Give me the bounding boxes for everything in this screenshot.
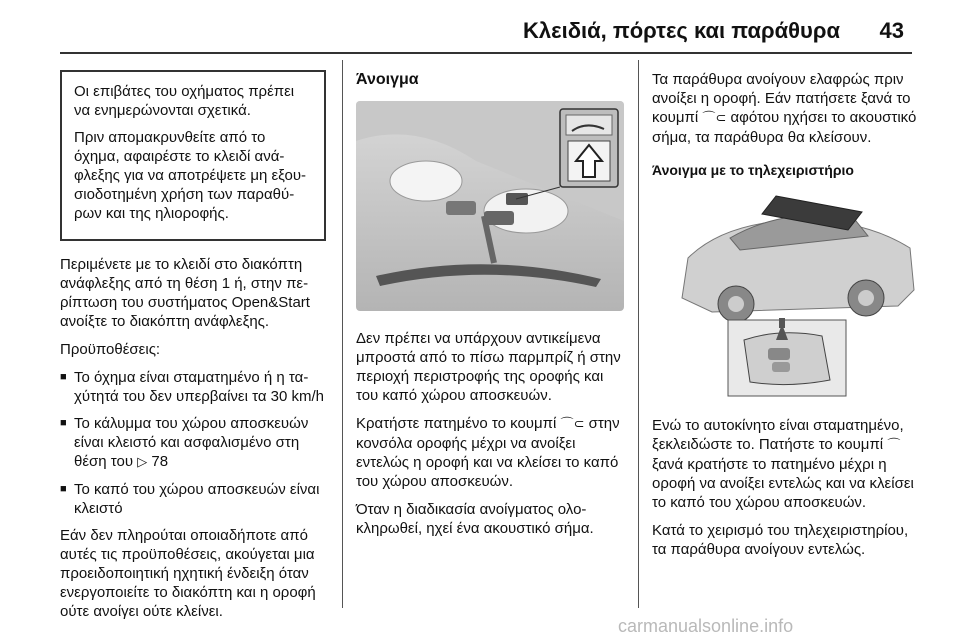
page-number: 43 <box>879 18 904 43</box>
page-header <box>60 14 912 54</box>
column-divider-1 <box>342 60 343 608</box>
warning-note-box <box>60 70 326 241</box>
middle-paragraph-1: Δεν πρέπει να υπάρχουν αντικείμενα μπροστά από το πίσω παρμπρίζ ή στην περιοχή περιστροφής της οροφής και του καπό χώρου αποσκευών. <box>356 330 621 404</box>
remote-open-button-icon: ⌒ <box>887 438 901 453</box>
bullet-item: ■ Το κάλυμμα του χώρου αποσκευών είναι κλειστό και ασφαλισμένο στη θέση του ▷ 78 <box>60 414 326 472</box>
bullet-item: ■ Το όχημα είναι σταματημένο ή η ταχύτητά του δεν υπερβαίνει τα 30 km/h <box>60 368 326 406</box>
header-rule <box>60 52 912 54</box>
page-title: Κλειδιά, πόρτες και παράθυρα <box>523 18 840 43</box>
right-paragraph-3: Κατά το χειρισμό του τηλεχειριστηρίου, τα παράθυρα ανοίγουν εντελώς. <box>652 522 909 558</box>
page-reference[interactable]: 78 <box>151 453 169 470</box>
roof-open-button-icon: ⌒⊂ <box>702 111 727 126</box>
right-paragraph-2: Ενώ το αυτοκίνητο είναι σταματημένο, ξεκλειδώστε το. Πατήστε το κουμπί ⌒ ξανά κρατήστε το πατημένο μέχρι η οροφή να ανοίξει εντελώς και να κλείσει το καπό του χώρου αποσκευών. <box>652 417 914 511</box>
middle-column <box>356 70 626 547</box>
note-paragraph-1: Οι επιβάτες του οχήματος πρέπει να ενημερώνονται σχετικά. <box>74 83 295 119</box>
column-divider-2 <box>638 60 639 608</box>
middle-paragraph-2: Κρατήστε πατημένο το κουμπί ⌒⊂ στην κονσόλα οροφής μέχρι να ανοίξει εντελώς η οροφή και να κλείσει το καπό του χώρου αποσκευών. <box>356 415 620 490</box>
section-heading-remote: Άνοιγμα με το τηλεχειριστήριο <box>652 162 854 178</box>
left-paragraph-2: Προϋποθέσεις: <box>60 341 161 358</box>
bullet-item: ■ Το καπό του χώρου αποσκευών είναι κλειστό <box>60 480 326 518</box>
page-reference-icon: ▷ <box>137 455 148 470</box>
middle-paragraph-3: Όταν η διαδικασία ανοίγματος ολοκληρωθεί, ηχεί ένα ακουστικό σήμα. <box>356 501 594 537</box>
car-remote-illustration <box>652 190 920 400</box>
car-and-key-drawing <box>652 190 920 400</box>
note-paragraph-2: Πριν απομακρυνθείτε από το όχημα, αφαιρέστε το κλειδί ανάφλεξης για να αποτρέψετε μη εξουσιοδοτημένη χρήση των παραθύρων και της ηλιοροφής. <box>74 129 307 222</box>
right-column <box>652 70 920 568</box>
left-column <box>60 70 326 630</box>
roof-open-button-icon: ⌒⊂ <box>560 417 585 432</box>
watermark: carmanualsonline.info <box>618 616 794 636</box>
right-paragraph-1: Τα παράθυρα ανοίγουν ελαφρώς πριν ανοίξει η οροφή. Εάν πατήσετε ξανά το κουμπί ⌒⊂ αφότου ηχήσει το ακουστικό σήμα, τα παράθυρα θα κλείσουν. <box>652 71 917 146</box>
roof-console-illustration <box>356 101 624 311</box>
section-heading-opening: Άνοιγμα <box>356 71 419 88</box>
roof-console-drawing <box>356 101 624 311</box>
left-paragraph-1: Περιμένετε με το κλειδί στο διακόπτη ανάφλεξης από τη θέση 1 ή, στην περίπτωση του συστήματος Open&Start ανοίξτε το διακόπτη ανάφλεξης. <box>60 256 310 330</box>
left-paragraph-3: Εάν δεν πληρούται οποιαδήποτε από αυτές τις προϋποθέσεις, ακούγεται μια προειδοποιητική ηχητική ένδειξη όταν ενεργοποιείτε το διακόπτη και η οροφή ούτε ανοίγει ούτε κλείνει. <box>60 527 316 620</box>
